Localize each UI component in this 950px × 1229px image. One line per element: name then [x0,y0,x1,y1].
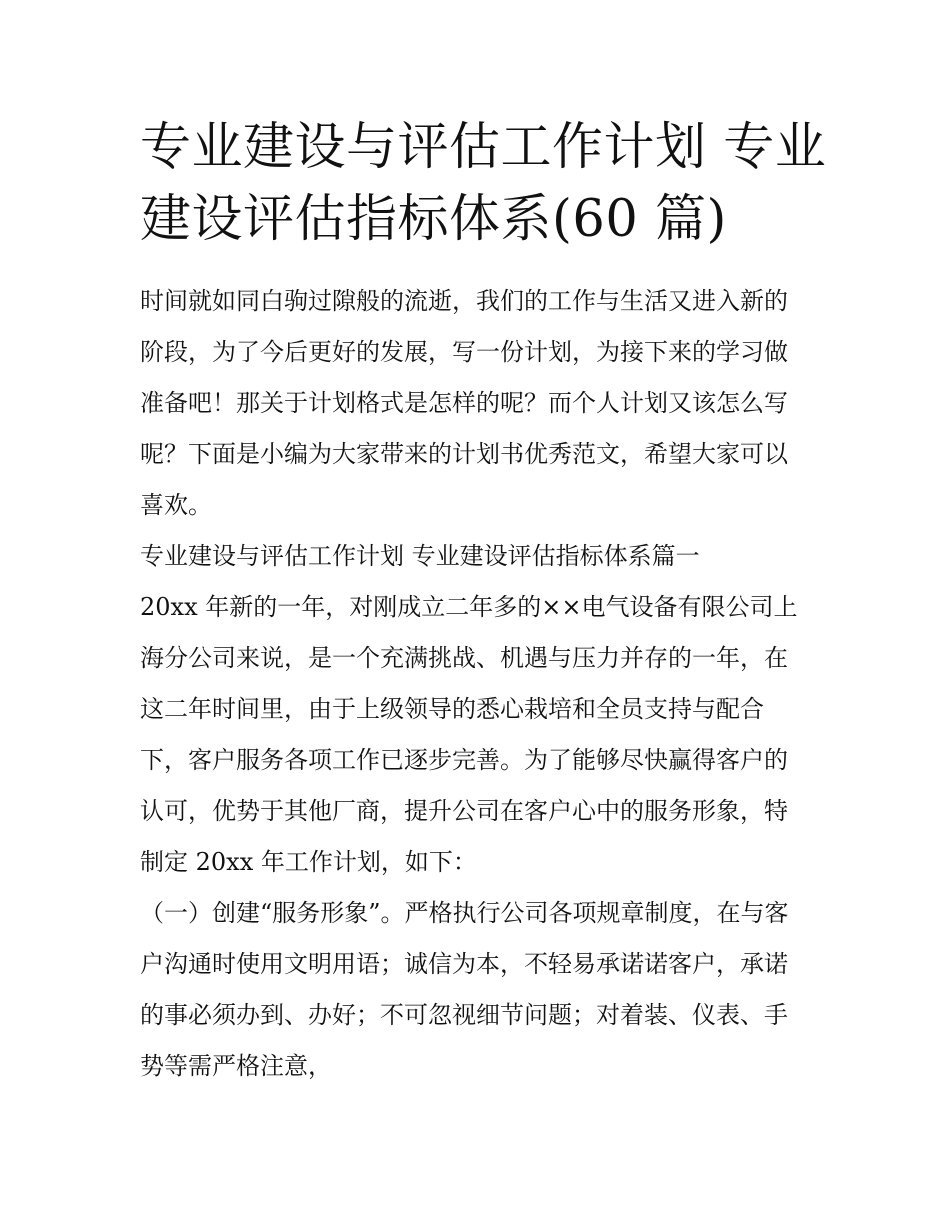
body-line: 喜欢。 [140,491,212,519]
body-line: 的事必须办到、办好；不可忽视细节问题；对着装、仪表、手 [140,1001,788,1029]
title-line: 建设评估指标体系(60 篇) [140,190,727,249]
document-title [140,112,827,256]
body-line: 时间就如同白驹过隙般的流逝，我们的工作与生活又进入新的 [140,287,788,315]
body-line: 认可，优势于其他厂商，提升公司在客户心中的服务形象，特 [140,797,788,825]
body-line: 20xx 年新的一年，对刚成立二年多的××电气设备有限公司上 [140,593,798,621]
body-line: 呢？下面是小编为大家带来的计划书优秀范文，希望大家可以 [140,440,788,468]
section-heading: 专业建设与评估工作计划 专业建设评估指标体系篇一 [140,542,700,570]
title-line: 专业建设与评估工作计划 专业 [140,118,827,177]
body-line: 势等需严格注意， [140,1052,332,1080]
body-line: 下，客户服务各项工作已逐步完善。为了能够尽快赢得客户的 [140,746,788,774]
document-body [140,276,830,1092]
body-line: 阶段，为了今后更好的发展，写一份计划，为接下来的学习做 [140,338,788,366]
body-line: 户沟通时使用文明用语；诚信为本，不轻易承诺诺客户，承诺 [140,950,788,978]
body-line: 这二年时间里，由于上级领导的悉心栽培和全员支持与配合 [140,695,764,723]
body-line: 海分公司来说，是一个充满挑战、机遇与压力并存的一年，在 [140,644,788,672]
body-line: 制定 20xx 年工作计划，如下： [140,848,477,876]
body-line: 准备吧！那关于计划格式是怎样的呢？而个人计划又该怎么写 [140,389,788,417]
body-line: （一）创建“服务形象”。严格执行公司各项规章制度，在与客 [140,899,789,927]
